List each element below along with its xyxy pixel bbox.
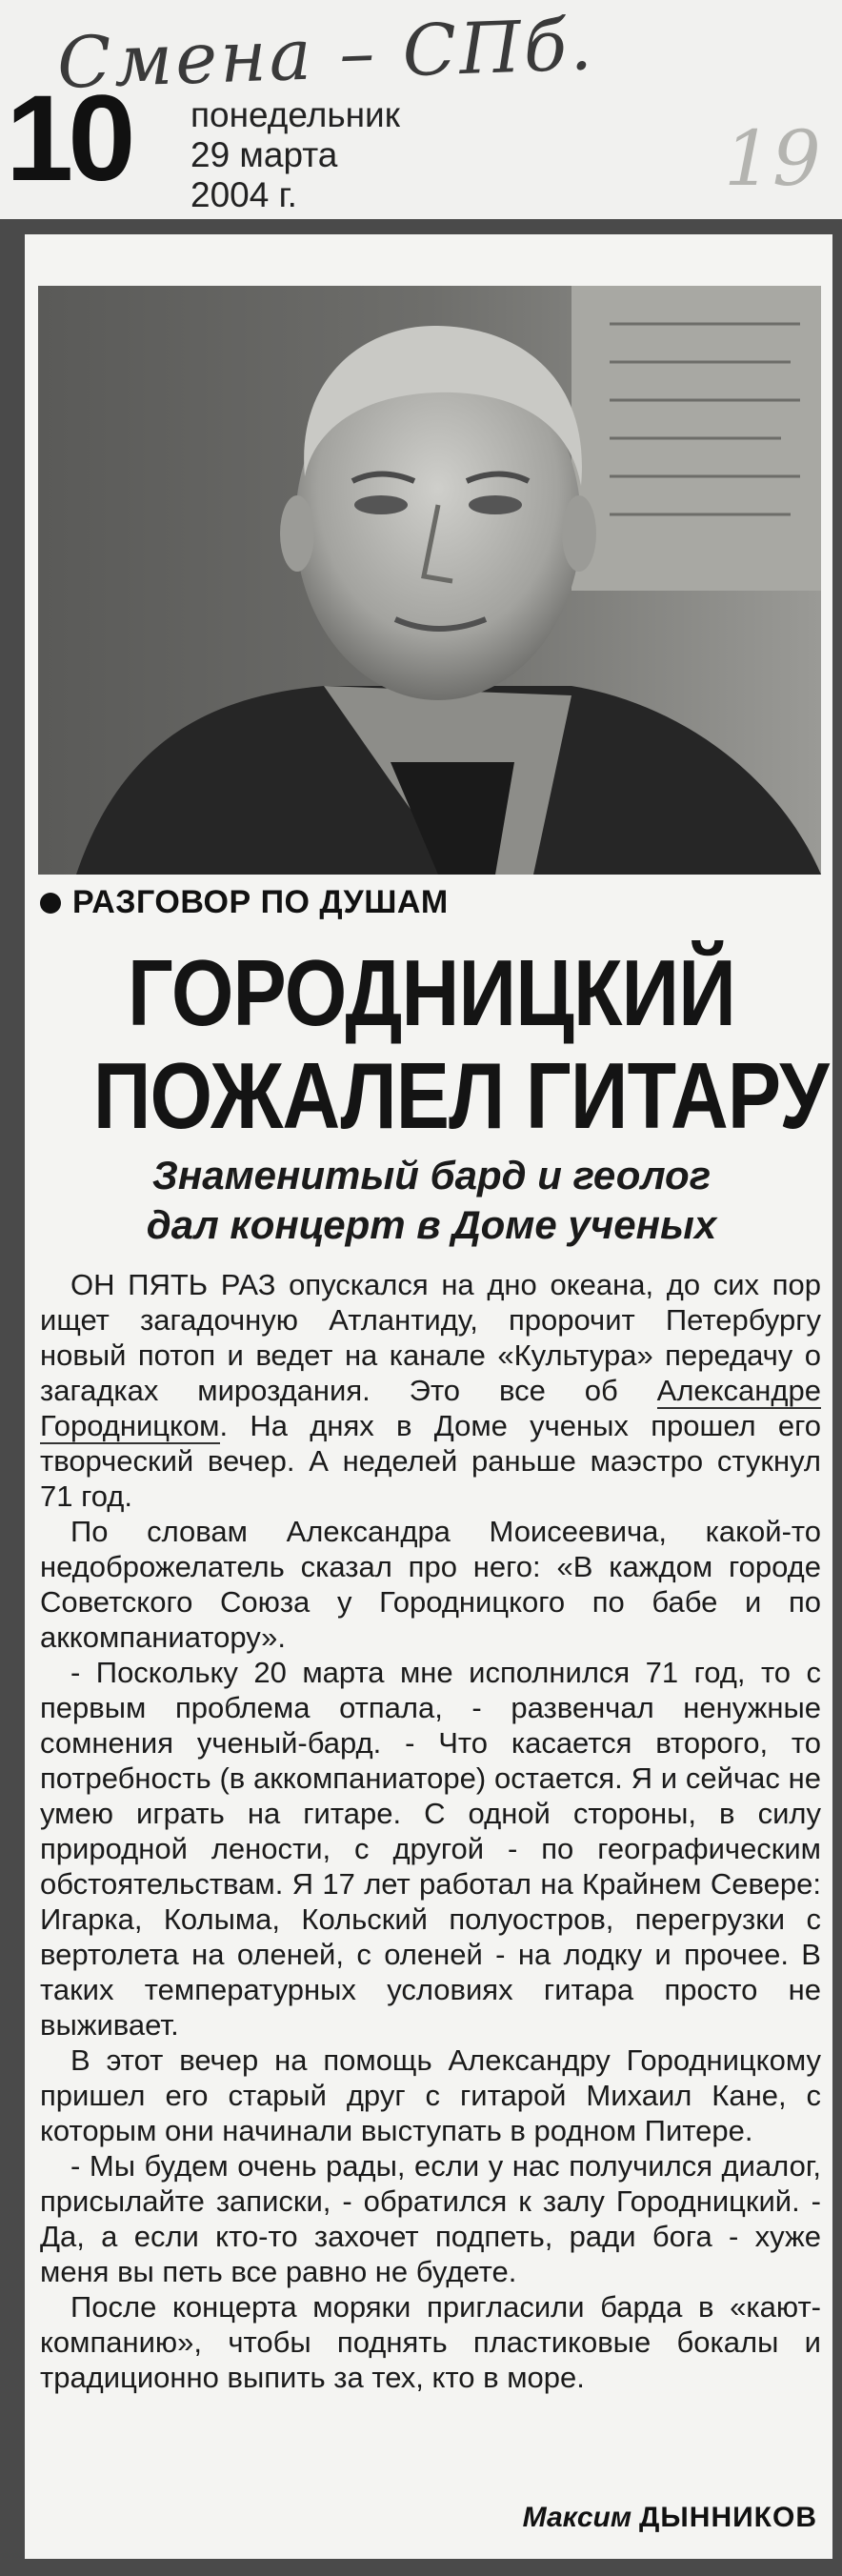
paragraph-3: - Поскольку 20 марта мне исполнился 71 год, то с первым проблема отпала, - развенчал ненужные сомнения ученый-бард. - Что касается второго, то потребность (в аккомпаниаторе) остается. Я и сейчас не умею играть на гитаре. С одной стороны, в силу природной лености, с другой - по географическим обстоятельствам. Я 17 лет работал на Крайнем Севере: Игарка, Колыма, Кольский полуостров, перегрузки с вертолета на оленей, с оленей - на лодку и прочее. В таких температурных условиях гитара просто не выживает. — [40, 1656, 821, 2042]
subheadline-line-2: дал концерт в Доме ученых — [146, 1202, 717, 1247]
person-name-underlined: Александре Городницком — [40, 1374, 821, 1442]
subheadline-line-1: Знаменитый бард и геолог — [151, 1153, 712, 1197]
paragraph-4: В этот вечер на помощь Александру Городницкому пришел его старый друг с гитарой Михаил Кане, с которым они начинали выступать в родном Питере. — [40, 2043, 821, 2147]
dateline-day: 29 марта — [190, 135, 338, 174]
paragraph-6: После концерта моряки пригласили барда в «кают-компанию», чтобы поднять пластиковые бокалы и традиционно выпить за тех, кто в море. — [40, 2290, 821, 2394]
page-number: 10 — [6, 70, 130, 207]
byline-first-name: Максим — [522, 2502, 632, 2533]
rubric-bullet-icon — [40, 893, 61, 914]
paragraph-1-end: . На днях в Доме ученых прошел его творческий вечер. А неделей раньше маэстро стукнул 71 год. — [40, 1409, 821, 1513]
rubric-label: РАЗГОВОР ПО ДУШАМ — [72, 884, 449, 920]
subheadline — [38, 1151, 825, 1250]
portrait-photo — [38, 286, 821, 875]
paragraph-1-start: ОН ПЯТЬ РАЗ опускался на дно океана, до сих пор ищет загадочную Атлантиду, пророчит Петербургу новый потоп и ведет на канале «Культура» передачу о загадках мироздания. Это все об — [40, 1268, 821, 1407]
byline — [523, 2502, 817, 2534]
rubric — [40, 884, 449, 921]
margin-pen-mark: 19 — [724, 114, 821, 203]
handwritten-source-note: Смена – СПб. — [55, 4, 596, 105]
article-body — [40, 1267, 821, 2395]
paragraph-1 — [40, 1267, 821, 1514]
headline-line-2: ПОЖАЛЕЛ ГИТАРУ — [92, 1043, 829, 1148]
paragraph-2: По словам Александра Моисеевича, какой-то недоброжелатель сказал про него: «В каждом городе Советского Союза у Городницкого по бабе и по аккомпаниатору». — [40, 1515, 821, 1654]
byline-surname: ДЫННИКОВ — [639, 2502, 817, 2533]
headline-line-1: ГОРОДНИЦКИЙ — [128, 940, 735, 1045]
dateline-weekday: понедельник — [190, 95, 400, 134]
dateline-year: 2004 г. — [190, 175, 297, 214]
paragraph-5: - Мы будем очень рады, если у нас получился диалог, присылайте записки, - обратился к залу Городницкий. - Да, а если кто-то захочет подпеть, ради бога - хуже меня вы петь все равно не будете. — [40, 2149, 821, 2288]
dateline — [190, 95, 400, 215]
headline — [92, 940, 829, 1148]
